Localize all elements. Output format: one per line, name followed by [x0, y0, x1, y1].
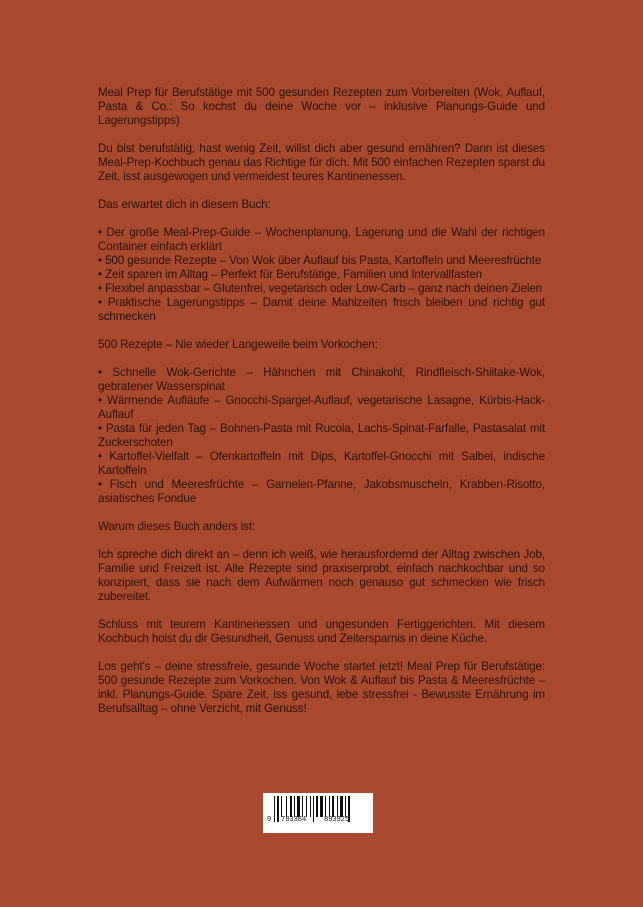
barcode-bar	[286, 796, 287, 817]
recipes-list	[98, 366, 545, 506]
barcode-bars	[263, 793, 373, 833]
barcode-left-group: 783384	[281, 816, 307, 824]
barcode-bar	[329, 796, 330, 817]
barcode-bar	[302, 796, 303, 817]
blurb	[98, 86, 545, 716]
barcode-bar	[320, 796, 323, 817]
barcode-bar	[281, 796, 282, 817]
list-item: • Schnelle Wok-Gerichte – Hähnchen mit Chinakohl, Rindfleisch-Shiitake-Wok, gebratener Wasserspinat	[98, 366, 545, 393]
list-item: • Pasta für jeden Tag – Bohnen-Pasta mit Rucola, Lachs-Spinat-Farfalle, Pastasalat mit Zuckerschoten	[98, 422, 545, 449]
barcode-bar	[316, 796, 318, 817]
barcode-bar	[340, 796, 343, 817]
list-item: • Zeit sparen im Alltag – Perfekt für Berufstätige, Familien und Intervallfasten	[98, 268, 482, 281]
why-paragraph: Ich spreche dich direkt an – denn ich weiß, wie herausfordernd der Alltag zwischen Job, Familie und Freizeit ist. Alle Rezepte sind praxiserprobt, einfach nachkochbar und so konzipiert, dass sie nach dem Aufwärmen noch genauso gut schmecken wie frisch zubereitet.	[98, 548, 545, 603]
expect-list	[98, 226, 545, 324]
list-item: • Der große Meal-Prep-Guide – Wochenplanung, Lagerung und die Wahl der richtigen Container einfach erklärt	[98, 226, 545, 253]
barcode-bar	[306, 796, 307, 817]
isbn-barcode	[263, 793, 373, 833]
list-item: • Fisch und Meeresfrüchte – Garnelen-Pfanne, Jakobsmuscheln, Krabben-Risotto, asiatisches Fondue	[98, 478, 545, 505]
why-heading: Warum dieses Buch anders ist:	[98, 520, 256, 533]
book-title: Meal Prep für Berufstätige mit 500 gesunden Rezepten zum Vorbereiten (Wok, Auflauf, Pasta & Co.: So kochst du deine Woche vor – inklusive Planungs-Guide und Lagerungstipps)	[98, 86, 545, 127]
list-item: • Praktische Lagerungstipps – Damit deine Mahlzeiten frisch bleiben und richtig gut schmecken	[98, 296, 545, 323]
barcode-bar	[310, 796, 311, 817]
list-item: • Wärmende Aufläufe – Gnocchi-Spargel-Auflauf, vegetarische Lasagne, Kürbis-Hack-Auflauf	[98, 394, 545, 421]
closing-paragraph: Schluss mit teurem Kantinenessen und ungesunden Fertiggerichten. Mit diesem Kochbuch holst du dir Gesundheit, Genuss und Zeitersparnis in deine Küche.	[98, 618, 545, 645]
barcode-first-digit: 9	[267, 816, 272, 824]
cta-paragraph: Los geht's – deine stressfreie, gesunde Woche startet jetzt! Meal Prep für Berufstätige: 500 gesunde Rezepte zum Vorkochen. Von Wok & Auflauf bis Pasta & Meeresfrüchte – inkl. Planungs-Guide. Spare Zeit, iss gesund, lebe stressfrei - Bewusste Ernährung im Berufsalltag – ohne Verzicht, mit Genuss!	[98, 660, 545, 715]
barcode-bar	[294, 796, 295, 817]
barcode-bar	[313, 796, 314, 822]
barcode-bar	[337, 796, 338, 817]
intro-paragraph: Du bist berufstätig, hast wenig Zeit, willst dich aber gesund ernähren? Dann ist dieses Meal-Prep-Kochbuch genau das Richtige für dich. Mit 500 einfachen Rezepten sparst du Zeit, isst ausgewogen und vermeidest teures Kantinenessen.	[98, 142, 545, 183]
expect-heading: Das erwartet dich in diesem Buch:	[98, 198, 271, 211]
barcode-right-group: 893925	[324, 816, 350, 824]
list-item: • Kartoffel-Vielfalt – Ofenkartoffeln mit Dips, Kartoffel-Gnocchi mit Salbei, indische Kartoffeln	[98, 450, 545, 477]
barcode-bar	[290, 796, 292, 817]
barcode-bar	[277, 796, 279, 822]
barcode-bar	[274, 796, 275, 822]
barcode-bar	[297, 796, 300, 817]
barcode-bar	[332, 796, 334, 817]
list-item: • Flexibel anpassbar – Glutenfrei, vegetarisch oder Low-Carb – ganz nach deinen Zielen	[98, 282, 543, 295]
barcode-bar	[345, 796, 346, 817]
list-item: • 500 gesunde Rezepte – Von Wok über Auflauf bis Pasta, Kartoffeln und Meeresfrüchte	[98, 254, 542, 267]
recipes-heading: 500 Rezepte – Nie wieder Langeweile beim Vorkochen:	[98, 338, 378, 351]
barcode-bar	[325, 796, 326, 817]
